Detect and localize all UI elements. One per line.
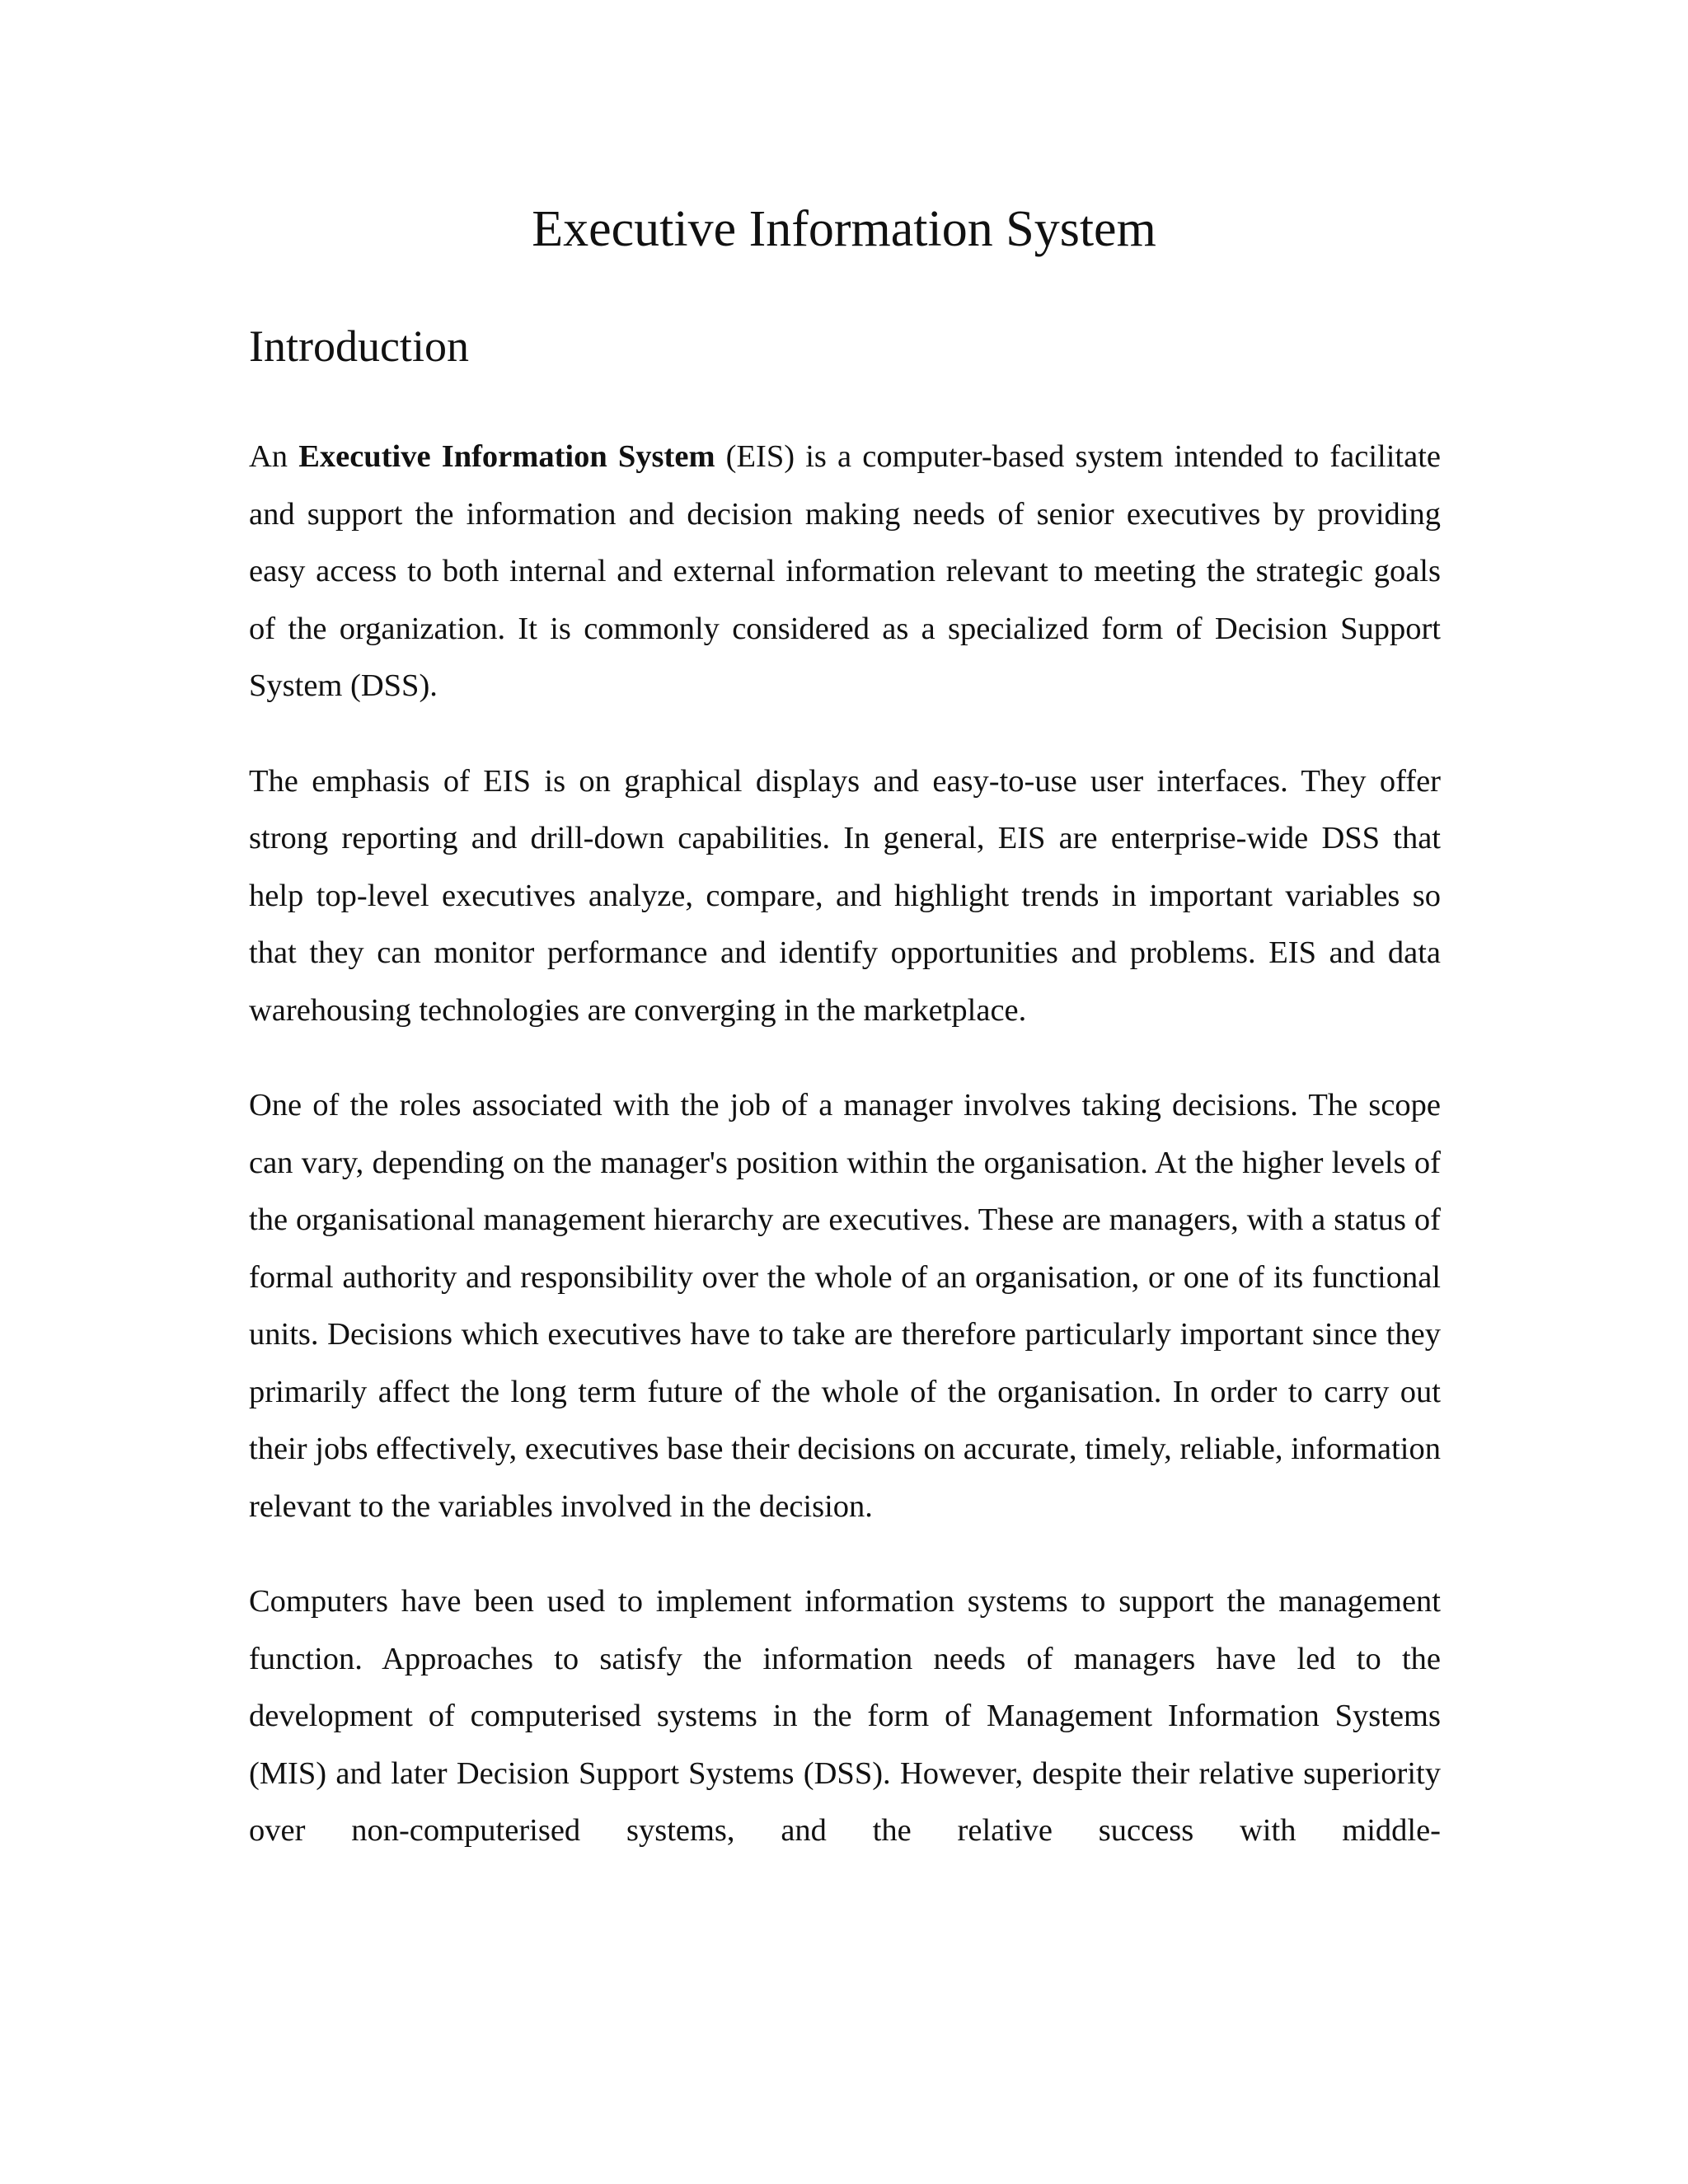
paragraph-1-bold-term: Executive Information System [298, 439, 715, 474]
section-heading-introduction: Introduction [249, 321, 469, 371]
paragraph-1-lead: An [249, 439, 299, 474]
paragraph-1 [249, 429, 1441, 715]
document-title: Executive Information System [532, 201, 1156, 257]
paragraph-3 [249, 1077, 1441, 1535]
paragraph-4 [249, 1573, 1441, 1860]
paragraph-3-text: One of the roles associated with the job of a manager involves taking decisions. The scope can vary, depending on the manager's position within the organisation. At the higher levels of the organisational management hierarchy are executives. These are managers, with a status of formal authority and responsibility over the whole of an organisation, or one of its functional units. Decisions which executives have to take are therefore particularly important since they primarily affect the long term future of the whole of the organisation. In order to carry out their jobs effectively, executives base their decisions on accurate, timely, reliable, information relevant to the variables involved in the decision. [249, 1088, 1441, 1524]
document-body [249, 429, 1441, 1898]
paragraph-2 [249, 753, 1441, 1040]
paragraph-1-text: (EIS) is a computer-based system intended to facilitate and support the information and decision making needs of senior executives by providing easy access to both internal and external information relevant to meeting the strategic goals of the organization. It is commonly considered as a specialized form of Decision Support System (DSS). [249, 439, 1441, 703]
paragraph-2-text: The emphasis of EIS is on graphical displays and easy-to-use user interfaces. They offer strong reporting and drill-down capabilities. In general, EIS are enterprise-wide DSS that help top-level executives analyze, compare, and highlight trends in important variables so that they can monitor performance and identify opportunities and problems. EIS and data warehousing technologies are converging in the marketplace. [249, 763, 1441, 1028]
paragraph-4-text: Computers have been used to implement information systems to support the management function. Approaches to satisfy the information needs of managers have led to the development of computerised systems in the form of Management Information Systems (MIS) and later Decision Support Systems (DSS). However, despite their relative superiority over non-computerised systems, and the relative success with middle- [249, 1584, 1441, 1848]
